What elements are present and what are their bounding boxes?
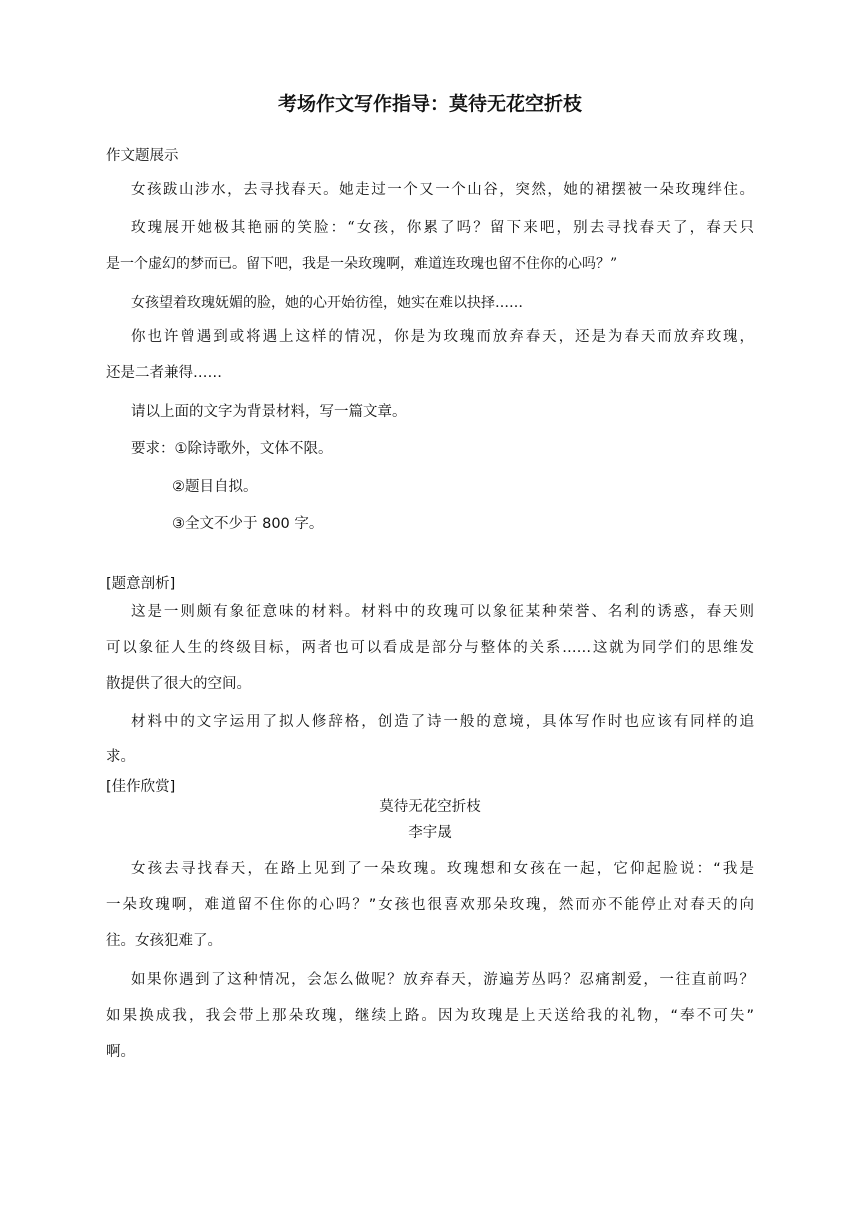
section-heading-essay: [佳作欣赏]	[106, 779, 176, 795]
requirement-3: ③全文不少于 800 字。	[172, 516, 324, 532]
prompt-paragraph-3: 女孩望着玫瑰妩媚的脸，她的心开始彷徨，她实在难以抉择……	[131, 295, 523, 311]
essay-title: 莫待无花空折枝	[379, 799, 481, 815]
analysis-paragraph-2-line-1: 材料中的文字运用了拟人修辞格，创造了诗一般的意境，具体写作时也应该有同样的追	[131, 714, 754, 730]
section-heading-prompt: 作文题展示	[106, 148, 179, 164]
prompt-paragraph-1: 女孩跋山涉水，去寻找春天。她走过一个又一个山谷，突然，她的裙摆被一朵玫瑰绊住。	[131, 182, 754, 198]
essay-paragraph-1-line-3: 往。女孩犯难了。	[106, 933, 222, 949]
analysis-paragraph-1-line-3: 散提供了很大的空间。	[106, 676, 251, 692]
analysis-paragraph-1-line-2: 可以象征人生的终级目标，两者也可以看成是部分与整体的关系……这就为同学们的思维发	[106, 640, 754, 656]
prompt-paragraph-5: 请以上面的文字为背景材料，写一篇文章。	[131, 404, 407, 420]
prompt-paragraph-2-line-1: 玫瑰展开她极其艳丽的笑脸：“女孩，你累了吗？留下来吧，别去寻找春天了，春天只	[131, 220, 754, 236]
section-heading-analysis: [题意剖析]	[106, 576, 176, 592]
analysis-paragraph-2-line-2: 求。	[106, 749, 135, 765]
essay-paragraph-1-line-2: 一朵玫瑰啊，难道留不住你的心吗？”女孩也很喜欢那朵玫瑰，然而亦不能停止对春天的向	[106, 897, 754, 913]
requirement-1: 要求：①除诗歌外，文体不限。	[131, 441, 333, 457]
essay-author: 李宇晟	[408, 825, 452, 841]
essay-paragraph-2-line-1: 如果你遇到了这种情况，会怎么做呢？放弃春天，游遍芳丛吗？忍痛割爱，一往直前吗？	[131, 972, 754, 988]
essay-paragraph-1-line-1: 女孩去寻找春天，在路上见到了一朵玫瑰。玫瑰想和女孩在一起，它仰起脸说：“我是	[131, 861, 754, 877]
prompt-paragraph-2-line-2: 是一个虚幻的梦而已。留下吧，我是一朵玫瑰啊，难道连玫瑰也留不住你的心吗？”	[106, 256, 618, 272]
essay-paragraph-2-line-3: 啊。	[106, 1044, 135, 1060]
essay-paragraph-2-line-2: 如果换成我，我会带上那朵玫瑰，继续上路。因为玫瑰是上天送给我的礼物，“奉不可失”	[106, 1008, 754, 1024]
analysis-paragraph-1-line-1: 这是一则颇有象征意味的材料。材料中的玫瑰可以象征某种荣誉、名利的诱惑，春天则	[131, 604, 754, 620]
prompt-paragraph-4-line-1: 你也许曾遇到或将遇上这样的情况，你是为玫瑰而放弃春天，还是为春天而放弃玫瑰，	[131, 329, 754, 345]
page-title: 考场作文写作指导：莫待无花空折枝	[277, 93, 582, 115]
requirement-2: ②题目自拟。	[172, 479, 258, 495]
prompt-paragraph-4-line-2: 还是二者兼得……	[106, 365, 222, 381]
